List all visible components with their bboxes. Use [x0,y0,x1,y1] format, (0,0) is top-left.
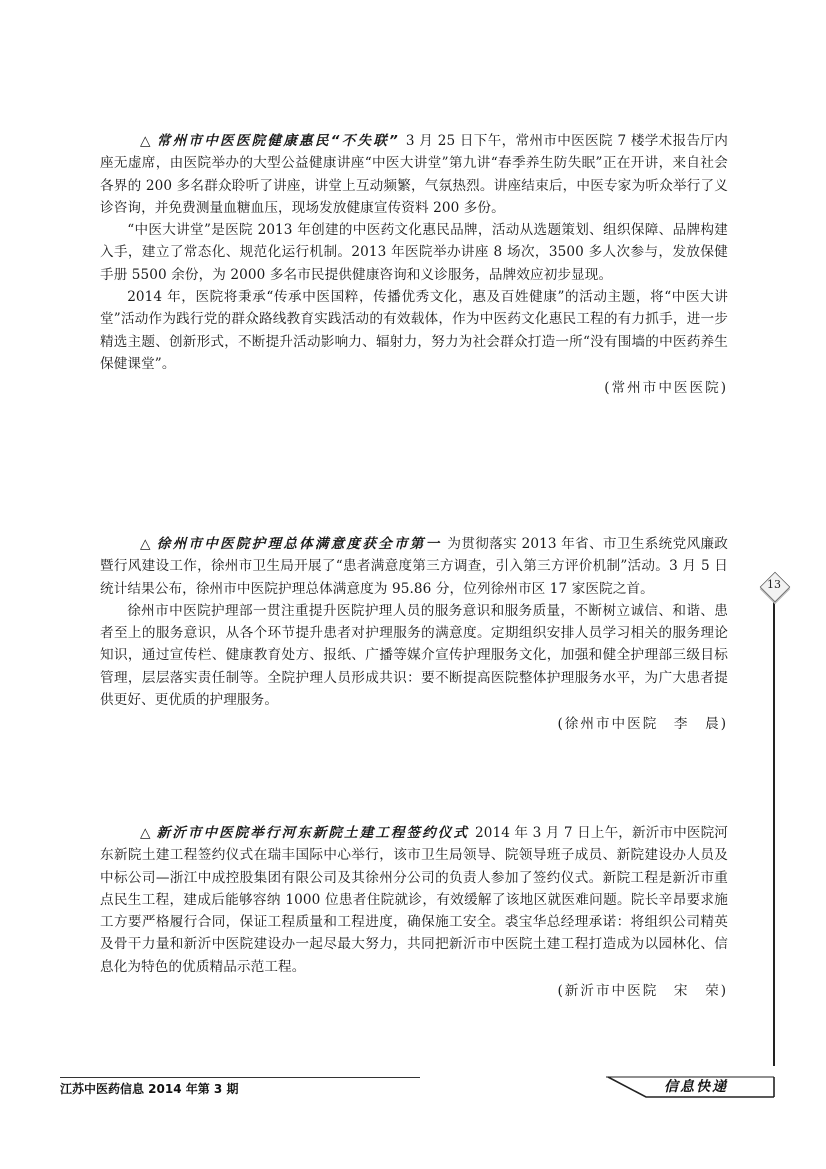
paragraph-text: 为贯彻落实 2013 年省、市卫生系统党风廉政暨行风建设工作，徐州市卫生局开展了“患者满意度第三方调查，引入第三方评价机制”活动。3 月 5 日统计结果公布，徐州市中医院护理总体满意度为 95.86 分，位列徐州市区 17 家医院之首。 [100,536,728,597]
triangle-marker-icon: △ [140,536,151,552]
article-lead-paragraph [100,822,728,978]
footer-rule [60,1077,420,1078]
triangle-marker-icon: △ [140,133,151,149]
footer-journal: 江苏中医药信息 2014 年第 3 期 [60,1082,239,1096]
article-source: (新沂市中医院 宋 荣) [557,983,728,1000]
page-number-tab [760,572,788,600]
margin-rule [773,584,775,1066]
article-xinyi [100,822,728,1002]
article-title: 徐州市中医院护理总体满意度获全市第一 [156,536,442,552]
paragraph-text: 2014 年，医院将秉承“传承中医国粹，传播优秀文化，惠及百姓健康”的活动主题，将“中医大讲堂”活动作为践行党的群众路线教育实践活动的有效载体，作为中医药文化惠民工程的有力抓手，进一步精选主题、创新形式，不断提升活动影响力、辐射力，努力为社会群众打造一所“没有围墙的中医药养生保健课堂”。 [100,289,728,372]
article-xuzhou [100,533,728,735]
article-changzhou [100,130,728,399]
article-title: 常州市中医医院健康惠民“不失联” [156,133,400,149]
article-lead-paragraph [100,533,728,600]
article-lead-paragraph [100,130,728,219]
paragraph-text: “中医大讲堂”是医院 2013 年创建的中医药文化惠民品牌，活动从选题策划、组织保障、品牌构建入手，建立了常态化、规范化运行机制。2013 年医院举办讲座 8 场次，3500 多人次参与，发放保健手册 5500 余份，为 2000 多名市民提供健康咨询和义诊服务，品牌效应初步显现。 [100,222,728,283]
article-source: (徐州市中医院 李 晨) [557,716,728,733]
paragraph-text: 徐州市中医院护理部一贯注重提升医院护理人员的服务意识和服务质量，不断树立诚信、和谐、患者至上的服务意识，从各个环节提升患者对护理服务的满意度。定期组织安排人员学习相关的服务理论知识，通过宣传栏、健康教育处方、报纸、广播等媒介宣传护理服务文化，加强和健全护理部三级目标管理，层层落实责任制等。全院护理人员形成共识：要不断提高医院整体护理服务水平，为广大患者提供更好、更优质的护理服务。 [100,602,728,709]
paragraph-text: 3 月 25 日下午，常州市中医医院 7 楼学术报告厅内座无虚席，由医院举办的大型公益健康讲座“中医大讲堂”第九讲“春季养生防失眠”正在开讲，来自社会各界的 200 多名群众聆听了讲座，讲堂上互动频繁，气氛热烈。讲座结束后，中医专家为听众举行了义诊咨询，并免费测量血糖血压，现场发放健康宣传资料 200 多份。 [100,133,729,216]
triangle-marker-icon: △ [140,825,151,841]
article-title: 新沂市中医院举行河东新院土建工程签约仪式 [156,825,469,841]
footer-section-title: 信息快递 [664,1079,728,1095]
paragraph-text: 2014 年 3 月 7 日上午，新沂市中医院河东新院土建工程签约仪式在瑞丰国际中心举行，该市卫生局领导、院领导班子成员、新院建设办人员及中标公司—浙江中成控股集团有限公司及其徐州分公司的负责人参加了签约仪式。新院工程是新沂市重点民生工程，建成后能够容纳 1000 位患者住院就诊，有效缓解了该地区就医难问题。院长辛昂要求施工方要严格履行合同，保证工程质量和工程进度，确保施工安全。裘宝华总经理承诺：将组织公司精英及骨干力量和新沂中医院建设办一起尽最大努力，共同把新沂市中医院土建工程打造成为以园林化、信息化为特色的优质精品示范工程。 [100,825,729,975]
page-number: 13 [767,578,781,591]
article-source: (常州市中医医院) [604,380,728,397]
